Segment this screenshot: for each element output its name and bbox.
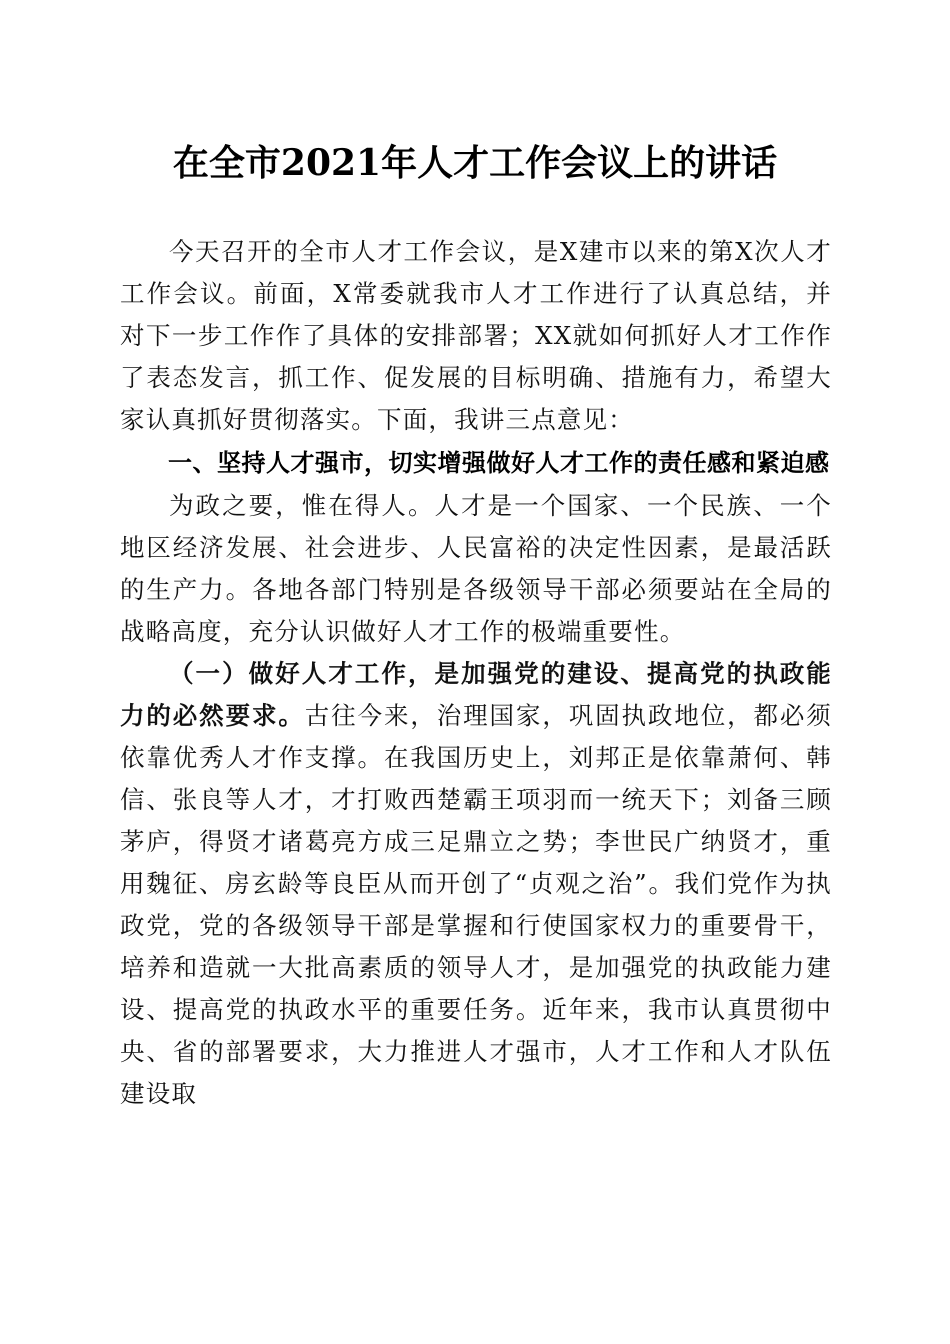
section-1-paragraph: 为政之要，惟在得人。人才是一个国家、一个民族、一个地区经济发展、社会进步、人民富裕的决定性因素，是最活跃的生产力。各地各部门特别是各级领导干部必须要站在全局的战略高度，充分认识做好人才工作的极端重要性。 <box>120 491 832 646</box>
intro-paragraph: 今天召开的全市人才工作会议，是X建市以来的第X次人才工作会议。前面，X常委就我市人才工作进行了认真总结，并对下一步工作作了具体的安排部署；XX就如何抓好人才工作作了表态发言，抓工作、促发展的目标明确、措施有力，希望大家认真抓好贯彻落实。下面，我讲三点意见： <box>120 237 832 434</box>
section-1-heading: 一、坚持人才强市，切实增强做好人才工作的责任感和紧迫感 <box>168 449 830 477</box>
document-body <box>120 231 832 1115</box>
subsection-1-text: 古往今来，治理国家，巩固执政地位，都必须依靠优秀人才作支撑。在我国历史上，刘邦正是依靠萧何、韩信、张良等人才，才打败西楚霸王项羽而一统天下；刘备三顾茅庐，得贤才诸葛亮方成三足鼎立之势；李世民广纳贤才，重用魏征、房玄龄等良臣从而开创了“贞观之治”。我们党作为执政党，党的各级领导干部是掌握和行使国家权力的重要骨干，培养和造就一大批高素质的领导人才，是加强党的执政能力建设、提高党的执政水平的重要任务。近年来，我市认真贯彻中央、省的部署要求，大力推进人才强市，人才工作和人才队伍建设取 <box>120 701 833 1108</box>
subsection-1-paragraph <box>120 653 832 1115</box>
document-title: 在全市2021年人才工作会议上的讲话 <box>172 142 778 184</box>
subsection-1-lead: （一）做好人才工作，是加强党的建设、提高党的执政能力的必然要求。 <box>120 659 832 730</box>
